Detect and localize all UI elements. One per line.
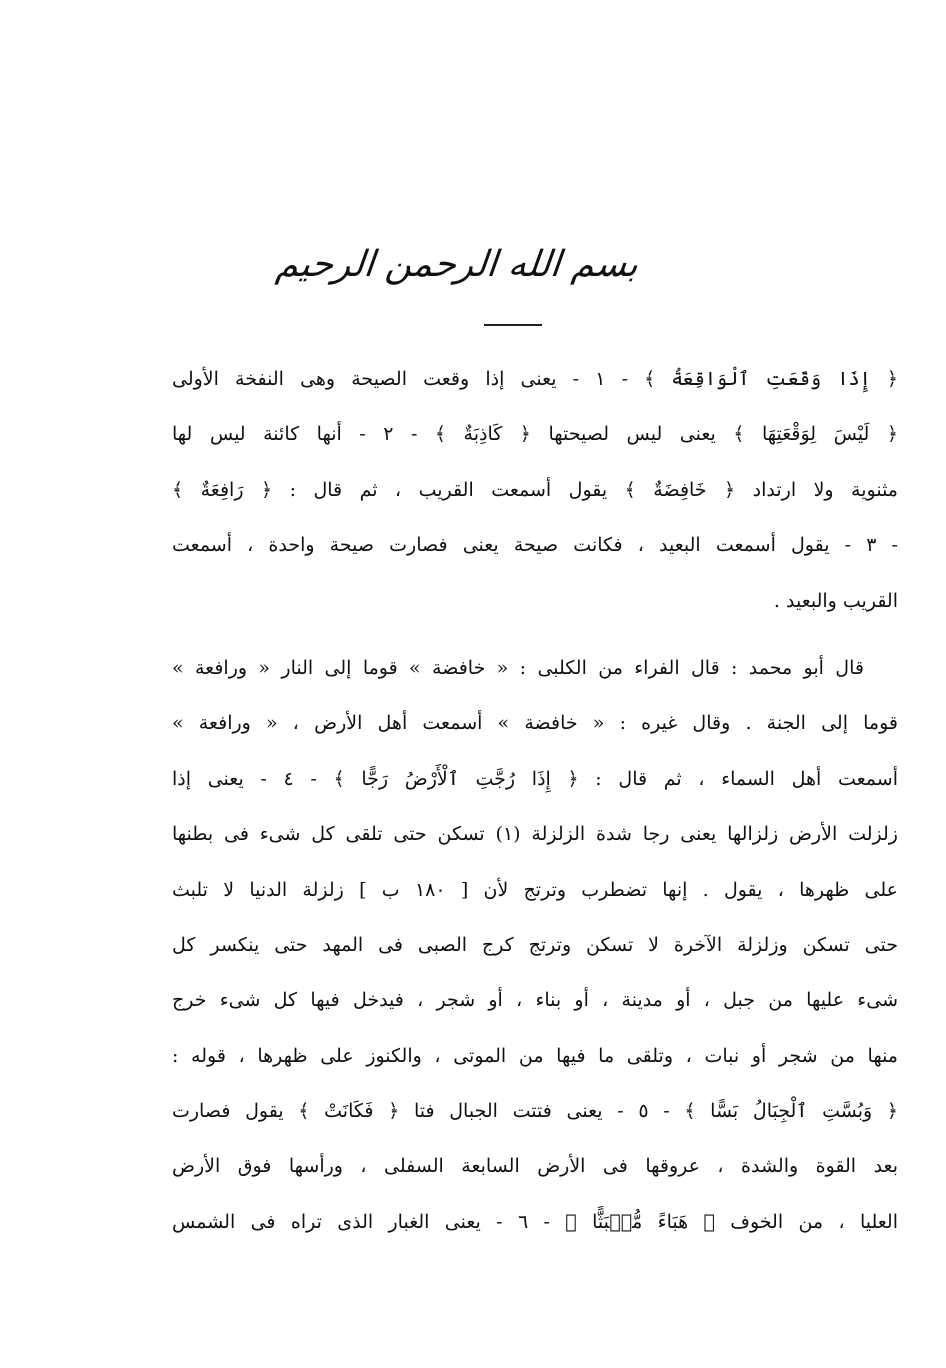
text-line: زلزلت الأرض زلزالها يعنى رجا شدة الزلزلة (١) تسكن حتى تلقى كل شىء فى بطنها <box>172 823 898 846</box>
text-line: حتى تسكن وزلزلة الآخرة لا تسكن وترتج كرج الصبى فى المهد حتى ينكسر كل <box>172 933 898 956</box>
text-line: ﴿ لَيْسَ لِوَقْعَتِهَا ﴾ يعنى ليس لصيحتها ﴿ كَاذِبَةٌ ﴾ - ٢ - أنها كائنة ليس لها <box>172 423 898 446</box>
paragraph-1 <box>172 352 898 629</box>
heading-divider <box>484 324 542 326</box>
text-line: - ٣ - يقول أسمعت البعيد ، فكانت صيحة يعنى فصارت صيحة واحدة ، أسمعت <box>172 534 898 557</box>
paragraph-2 <box>172 641 898 1250</box>
text-line: العليا ، من الخوف ﴿ هَبَاءً مُّنۢبَثًّا ﴾ - ٦ - يعنى الغبار الذى تراه فى الشمس <box>172 1210 898 1233</box>
body-text <box>172 352 898 1250</box>
text-line: القريب والبعيد . <box>773 589 898 612</box>
text-line: قال أبو محمد : قال الفراء من الكلبى : « خافضة » قوما إلى النار « ورافعة » <box>172 656 864 679</box>
text-line: ﴿ إِذَا وَقَعَتِ ٱلْوَاقِعَةُ ﴾ - ١ - يعنى إذا وقعت الصيحة وهى النفخة الأولى <box>172 368 898 390</box>
text-line: قوما إلى الجنة . وقال غيره : « خافضة » أسمعت أهل الأرض ، « ورافعة » <box>172 712 898 735</box>
text-line: بعد القوة والشدة ، عروقها فى الأرض السابعة السفلى ، ورأسها فوق الأرض <box>172 1155 898 1178</box>
text-line: مثنوية ولا ارتداد ﴿ خَافِضَةٌ ﴾ يقول أسمعت القريب ، ثم قال : ﴿ رَافِعَةٌ ﴾ <box>172 478 898 501</box>
text-line: على ظهرها ، يقول . إنها تضطرب وترتج لأن [ ١٨٠ ب ] زلزلة الدنيا لا تلبث <box>172 878 898 901</box>
text-line: شىء عليها من جبل ، أو مدينة ، أو بناء ، أو شجر ، فيدخل فيها كل شىء خرج <box>172 989 898 1012</box>
text-line: أسمعت أهل السماء ، ثم قال : ﴿ إِذَا رُجَّتِ ٱلْأَرْضُ رَجًّا ﴾ - ٤ - يعنى إذا <box>172 767 898 790</box>
text-line: ﴿ وَبُسَّتِ ٱلْجِبَالُ بَسًّا ﴾ - ٥ - يعنى فتتت الجبال فتا ﴿ فَكَانَتْ ﴾ يقول فصارت <box>172 1100 898 1123</box>
basmala-heading: بسم الله الرحمن الرحيم <box>274 244 641 285</box>
text-line: منها من شجر أو نبات ، وتلقى ما فيها من الموتى ، والكنوز على ظهرها ، قوله : <box>172 1044 898 1067</box>
paragraph-gap <box>172 629 898 641</box>
